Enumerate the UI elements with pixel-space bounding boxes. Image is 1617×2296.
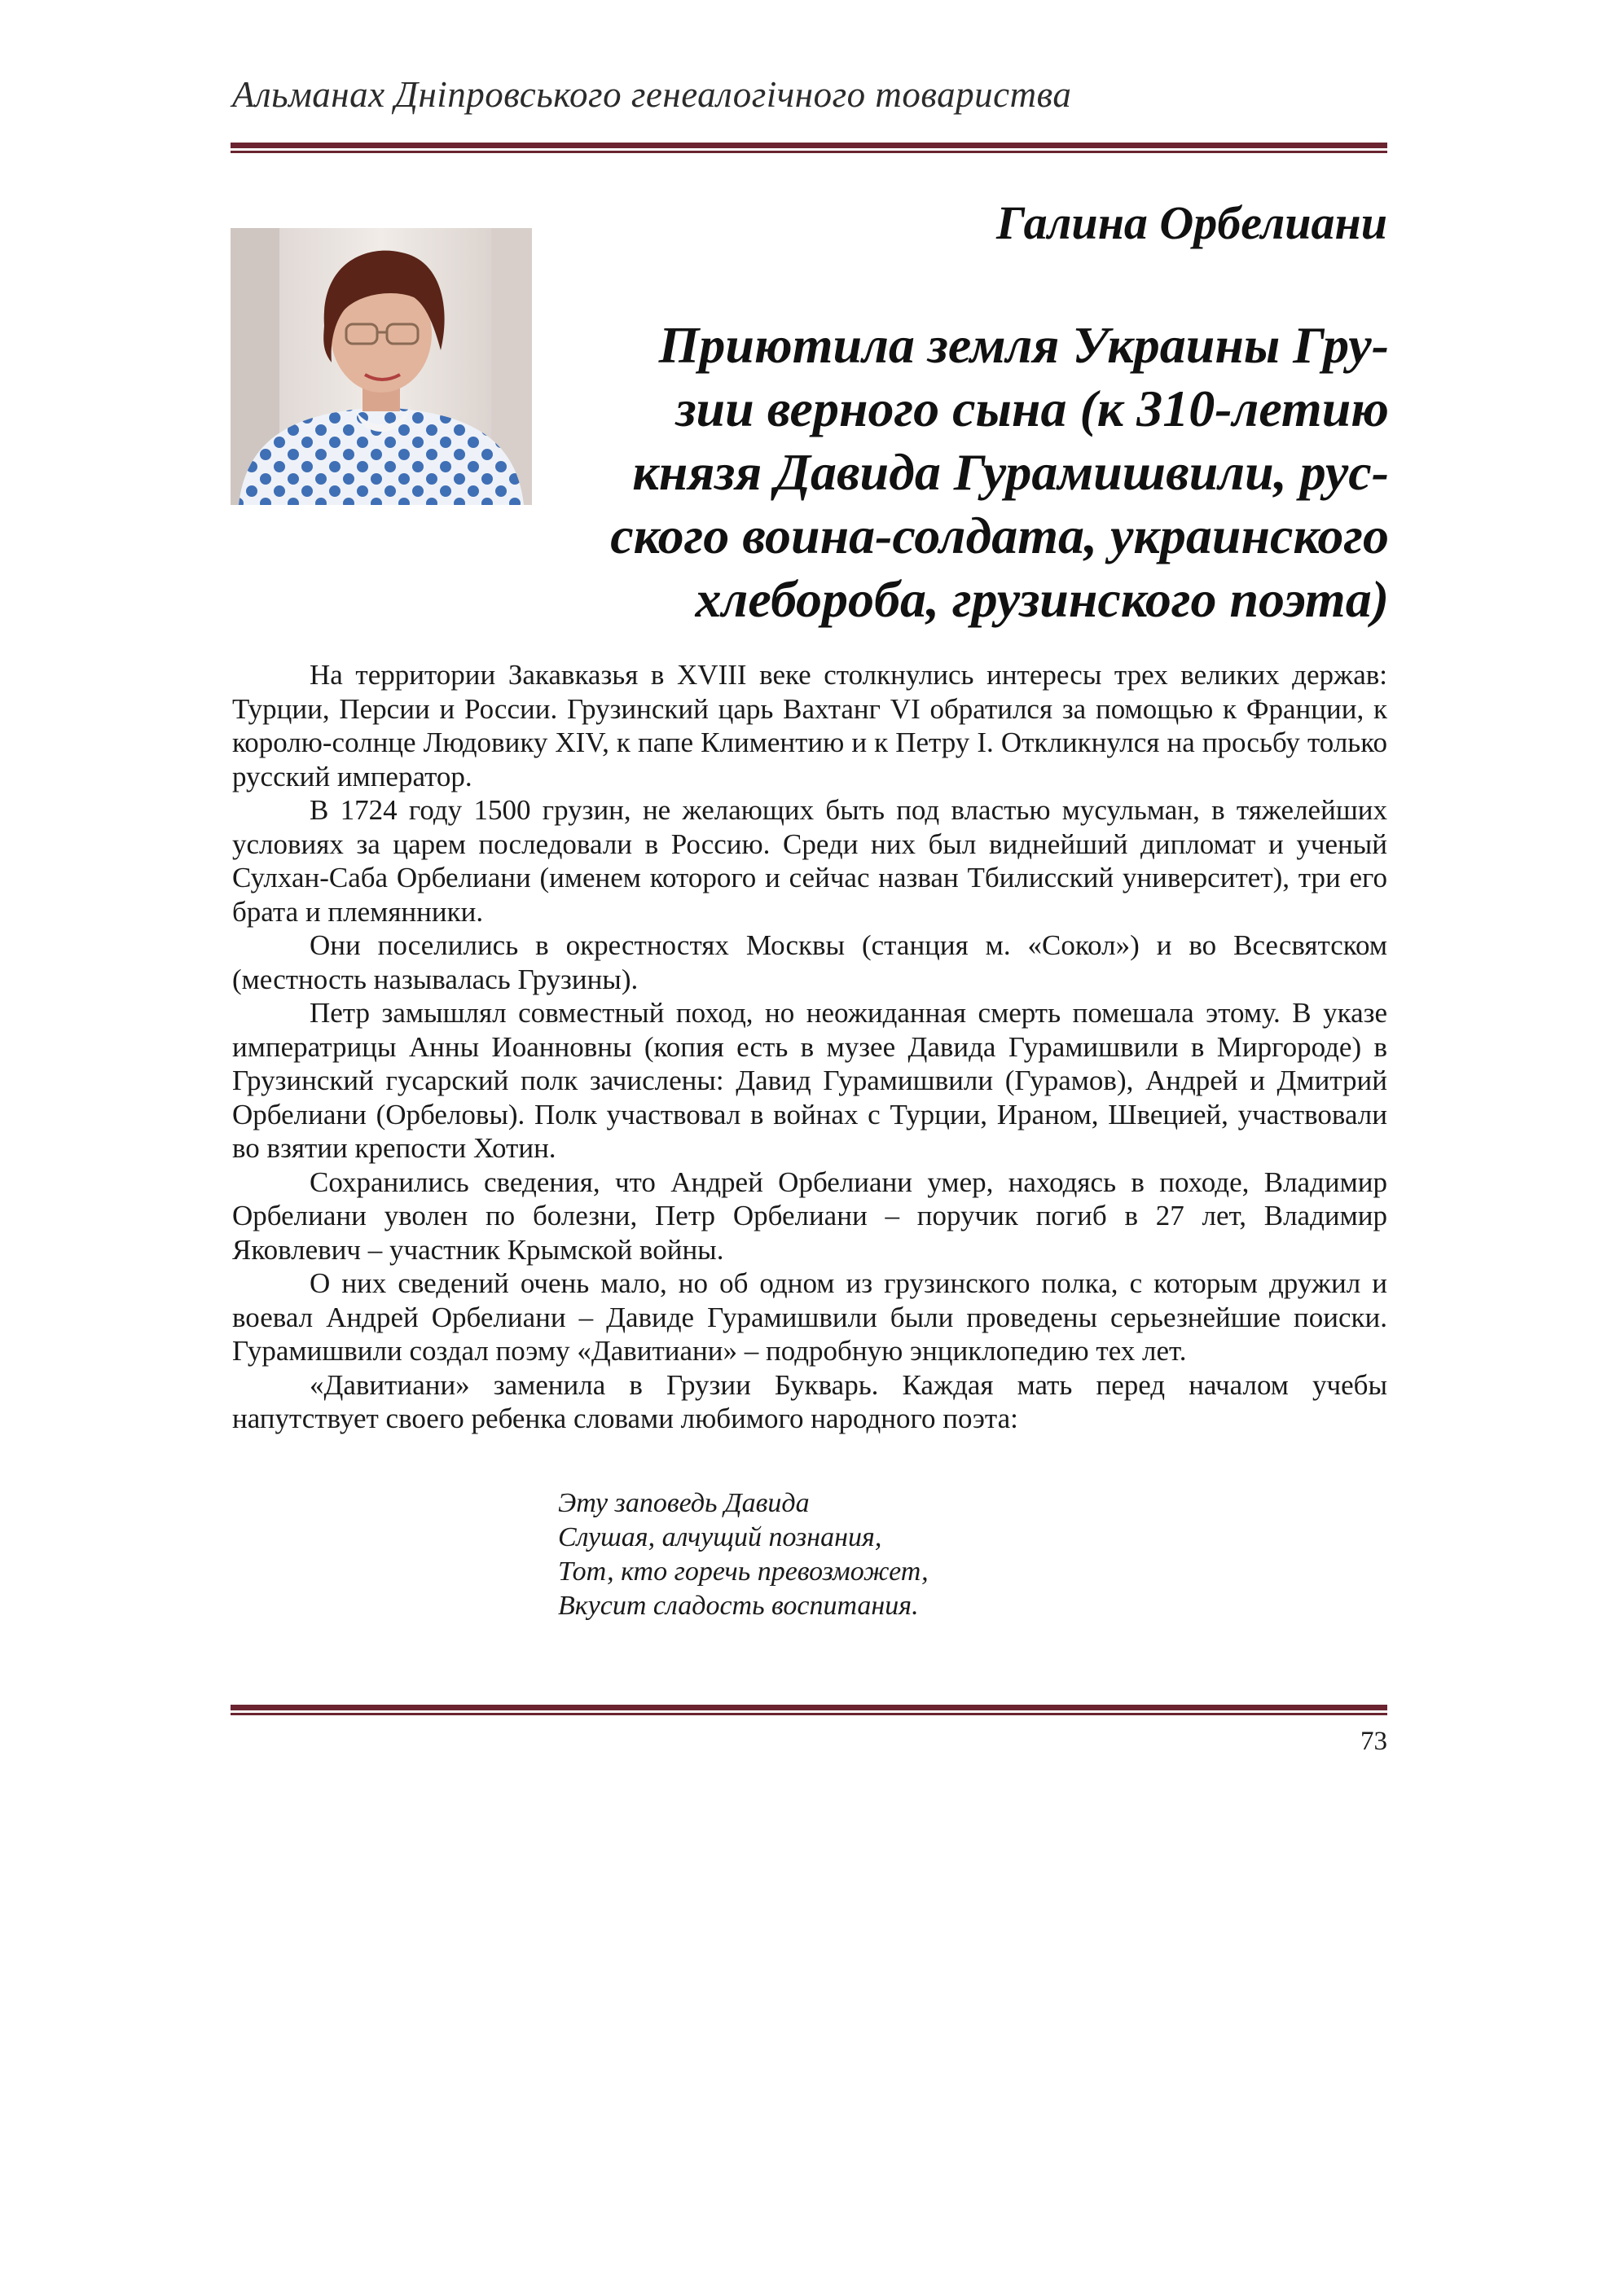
author-name: Галина Орбелиани <box>996 196 1387 249</box>
verse-line: Слушая, алчущий познания, <box>558 1522 882 1552</box>
author-photo <box>231 228 532 505</box>
title-line: зии верного сына (к 310-летию <box>675 380 1389 437</box>
body-paragraph: Сохранились сведения, что Андрей Орбелиани умер, находясь в походе, Владимир Орбелиани уволен по болезни, Петр Орбелиани – поручик погиб в 27 лет, Владимир Яковлевич – участник Крымской войны. <box>232 1166 1387 1266</box>
title-line: князя Давида Гурамишвили, рус- <box>632 443 1389 501</box>
verse-line: Тот, кто горечь превозможет, <box>558 1556 929 1587</box>
header-divider <box>231 143 1387 153</box>
footer-divider <box>231 1705 1387 1715</box>
body-paragraph: В 1724 году 1500 грузин, не желающих быть под властью мусульман, в тяжелейших условиях за царем последовали в Россию. Среди них был виднейший дипломат и ученый Сулхан-Саба Орбелиани (именем которого и сейчас назван Тбилисский университет), три его брата и племянники. <box>232 794 1387 928</box>
body-paragraph: Они поселились в окрестностях Москвы (станция м. «Сокол») и во Всесвятском (местность называлась Грузины). <box>232 929 1387 995</box>
verse-line: Вкусит сладость воспитания. <box>558 1591 919 1621</box>
body-paragraph: На территории Закавказья в XVIII веке столкнулись интересы трех великих держав: Турции, Персии и России. Грузинский царь Вахтанг VI обратился за помощью к Франции, к королю-солнце Людовику XIV, к папе Климентию и к Петру I. Откликнулся на просьбу только русский император. <box>232 659 1387 792</box>
title-line: Приютила земля Украины Гру- <box>658 316 1389 374</box>
verse-line: Эту заповедь Давида <box>558 1488 810 1518</box>
body-paragraph: О них сведений очень мало, но об одном из грузинского полка, с которым дружил и воевал Андрей Орбелиани – Давиде Гурамишвили были проведены серьезнейшие поиски. Гурамишвили создал поэму «Давитиани» – подробную энциклопедию тех лет. <box>232 1267 1387 1367</box>
title-line: ского воина-солдата, украинского <box>610 507 1389 564</box>
poem-quote <box>558 1486 929 1623</box>
title-line: хлебороба, грузинского поэта) <box>695 570 1389 628</box>
article-title <box>529 314 1389 631</box>
running-header-title: Альманах Дніпровського генеалогічного товариства <box>232 74 1072 115</box>
page-number: 73 <box>1360 1727 1387 1756</box>
article-body <box>232 658 1387 1436</box>
body-paragraph: Петр замышлял совместный поход, но неожиданная смерть помешала этому. В указе императрицы Анны Иоанновны (копия есть в музее Давида Гурамишвили в Миргороде) в Грузинский гусарский полк зачислены: Давид Гурамишвили (Гурамов), Андрей и Дмитрий Орбелиани (Орбеловы). Полк участвовал в войнах с Турции, Ираном, Швецией, участвовали во взятии крепости Хотин. <box>232 997 1387 1164</box>
body-paragraph: «Давитиани» заменила в Грузии Букварь. Каждая мать перед началом учебы напутствует своего ребенка словами любимого народного поэта: <box>232 1368 1387 1434</box>
